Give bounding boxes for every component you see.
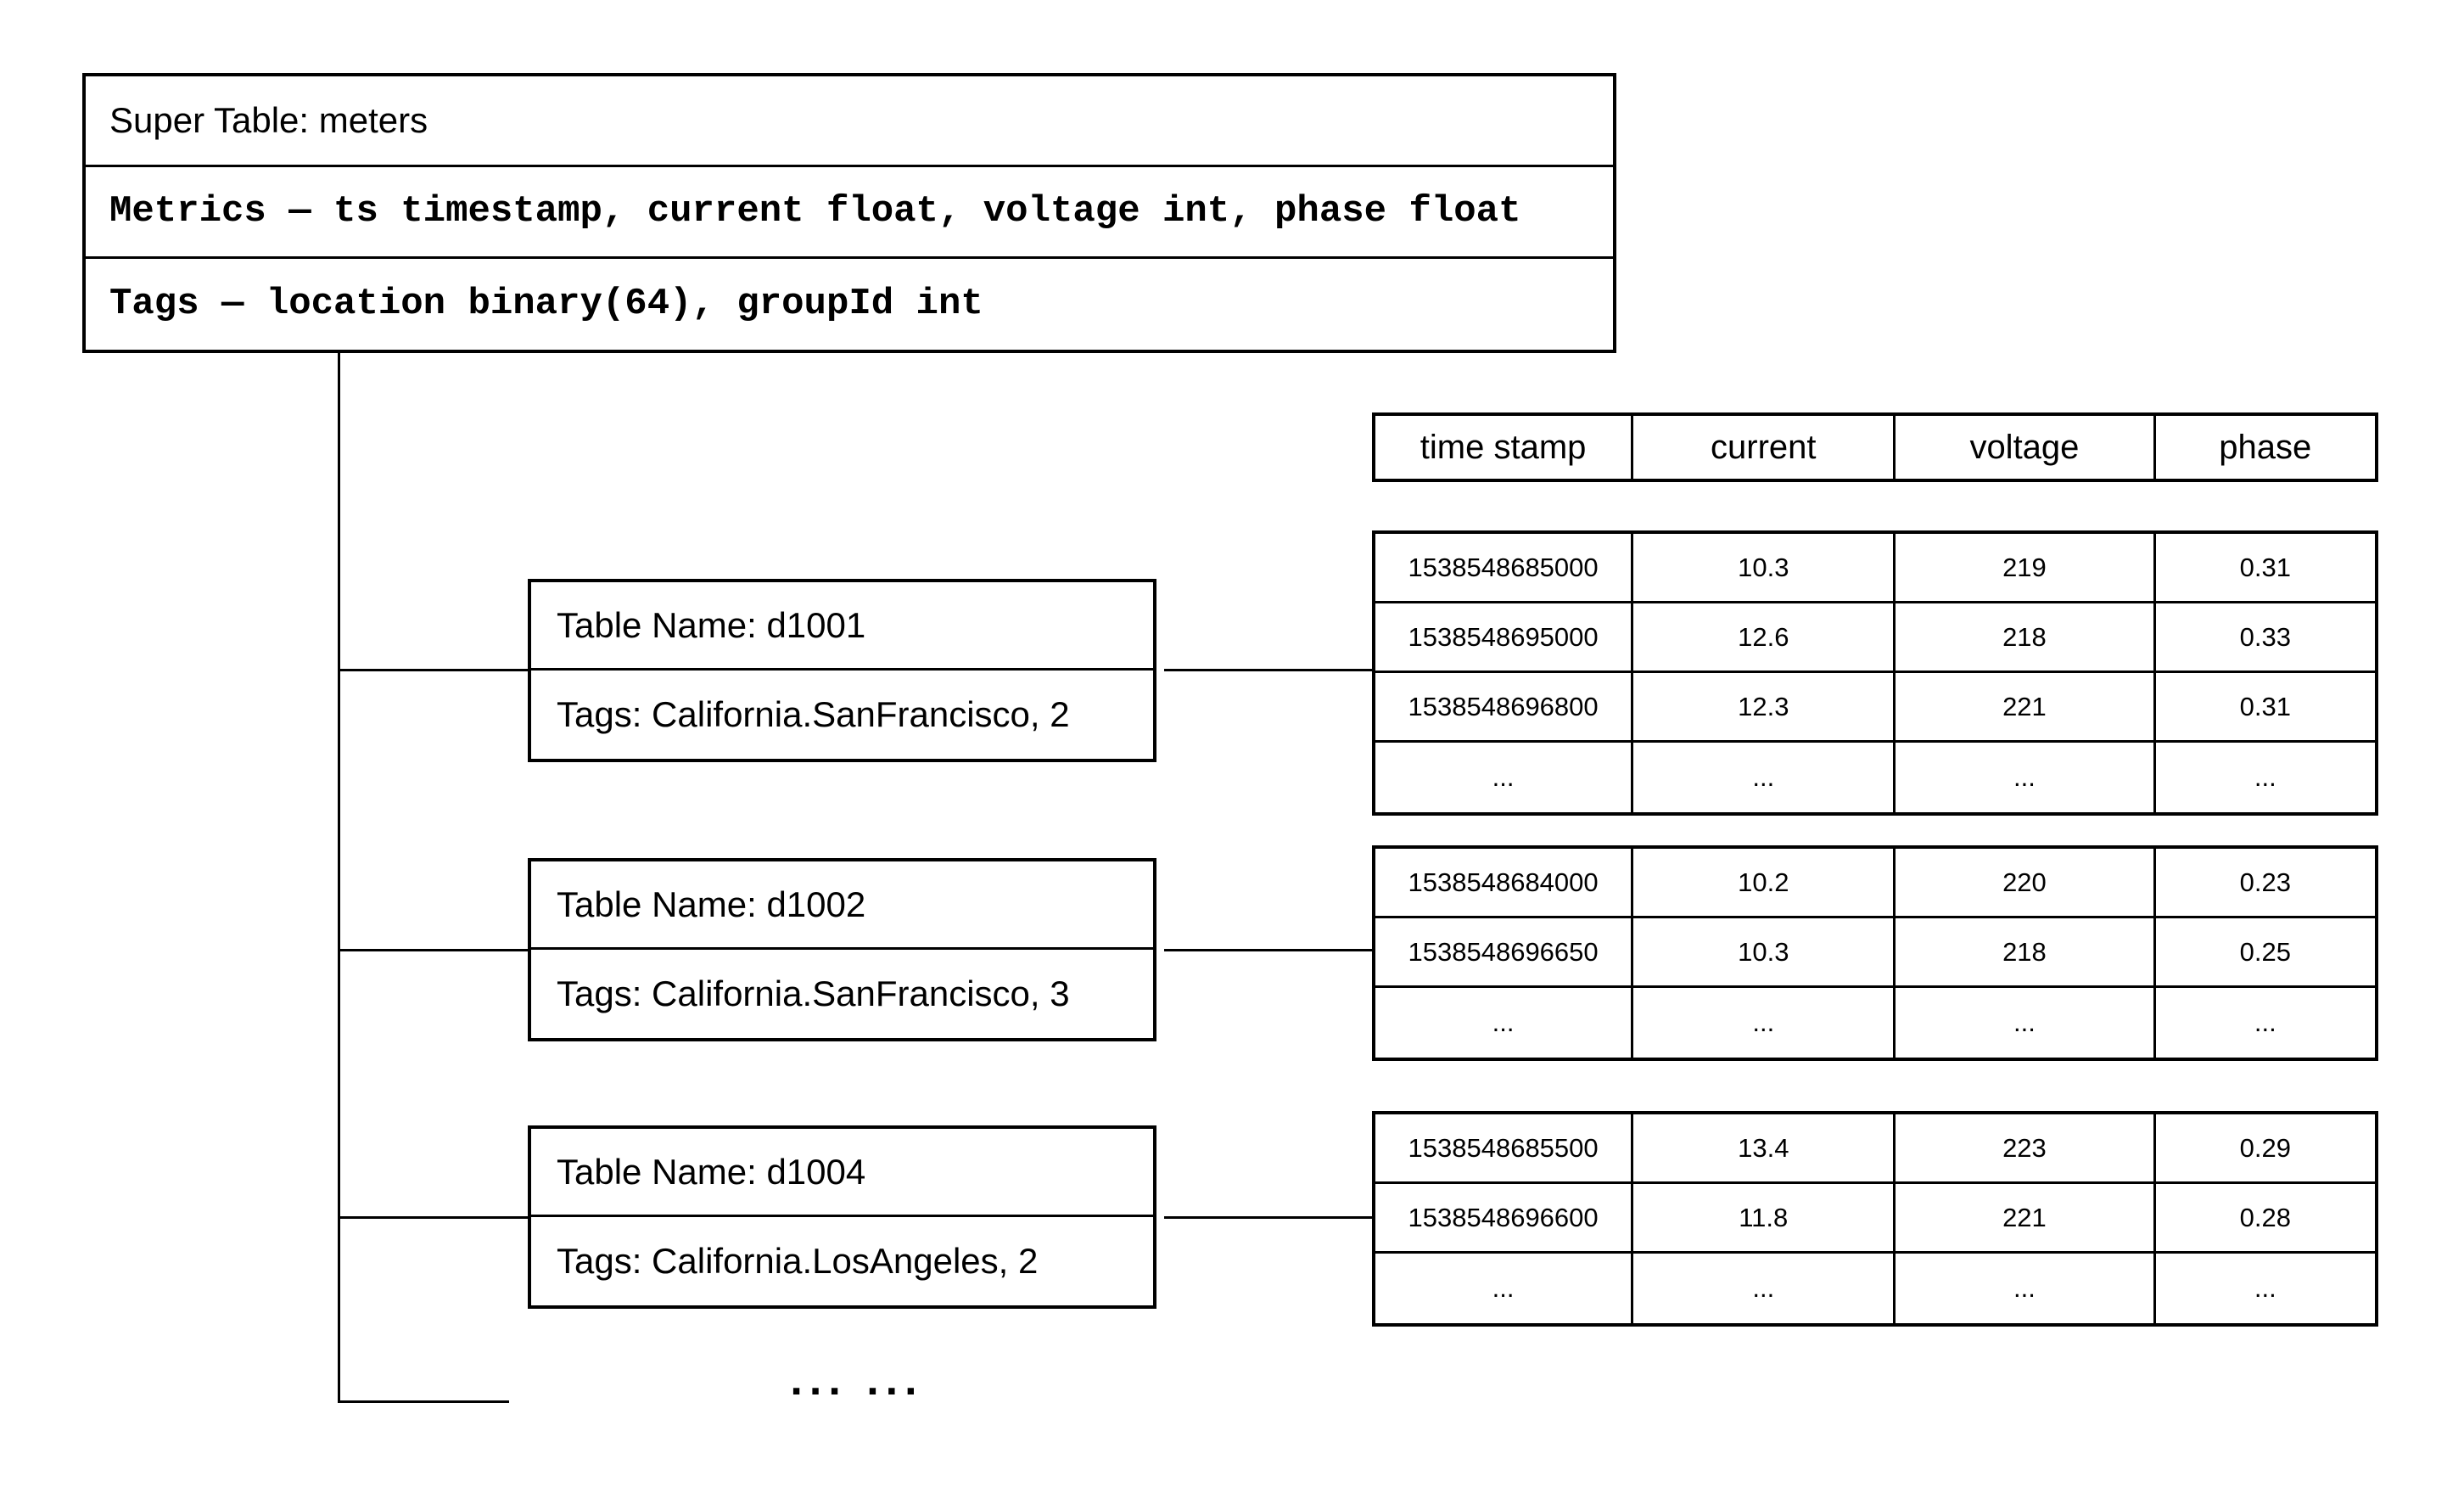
table-cell: 11.8 — [1633, 1184, 1896, 1251]
table-cell: 12.6 — [1633, 603, 1896, 671]
table-cell: 223 — [1896, 1114, 2155, 1181]
table-cell: 12.3 — [1633, 673, 1896, 740]
table-cell: ... — [1896, 1254, 2155, 1323]
table-row — [1375, 988, 2375, 1058]
connector-branch-d1002 — [338, 949, 529, 951]
device-name-label: Table Name: d1001 — [531, 582, 1153, 671]
table-row — [1375, 603, 2375, 673]
table-cell: 218 — [1896, 603, 2155, 671]
table-cell: ... — [1375, 743, 1633, 812]
table-cell: 0.28 — [2239, 1202, 2291, 1232]
table-cell: ... — [1633, 743, 1896, 812]
table-row — [1375, 534, 2375, 603]
table-row — [1375, 1114, 2375, 1184]
table-row — [1375, 673, 2375, 743]
connector-branch-d1001 — [338, 669, 529, 671]
data-table-d1001 — [1372, 530, 2378, 816]
column-header-timestamp: time stamp — [1375, 416, 1633, 479]
data-table-d1004 — [1372, 1111, 2378, 1327]
table-cell: 0.25 — [2239, 936, 2291, 967]
table-row — [1375, 743, 2375, 812]
table-cell: ... — [1375, 988, 1633, 1058]
device-tags-label: Tags: California.LosAngeles, 2 — [557, 1241, 1039, 1281]
table-cell: 10.3 — [1633, 918, 1896, 985]
table-cell: 218 — [1896, 918, 2155, 985]
connector-d1002-to-table — [1164, 949, 1372, 951]
device-box-d1004 — [528, 1125, 1156, 1309]
table-row — [1375, 918, 2375, 988]
table-cell: ... — [2254, 1007, 2276, 1037]
device-tags-label: Tags: California.SanFrancisco, 3 — [557, 974, 1070, 1013]
table-cell: 221 — [1896, 673, 2155, 740]
device-name-label: Table Name: d1002 — [531, 861, 1153, 950]
connector-trunk-line — [338, 353, 340, 1403]
table-cell: 0.23 — [2239, 867, 2291, 897]
table-row — [1375, 1184, 2375, 1254]
super-table-title: Super Table: meters — [86, 76, 1613, 167]
table-cell: 10.3 — [1633, 534, 1896, 601]
super-table-box — [82, 73, 1616, 353]
table-cell: 0.33 — [2239, 621, 2291, 652]
table-cell: ... — [2254, 762, 2276, 792]
table-row — [1375, 849, 2375, 918]
connector-branch-d1004 — [338, 1216, 529, 1219]
table-cell: 1538548695000 — [1375, 603, 1633, 671]
table-cell: 1538548685500 — [1375, 1114, 1633, 1181]
table-cell: 1538548696650 — [1375, 918, 1633, 985]
table-cell: 0.29 — [2239, 1132, 2291, 1163]
data-table-d1002 — [1372, 845, 2378, 1061]
table-cell: 221 — [1896, 1184, 2155, 1251]
data-column-header-table — [1372, 412, 2378, 482]
connector-branch-more — [338, 1400, 509, 1403]
table-cell: ... — [1633, 1254, 1896, 1323]
connector-d1004-to-table — [1164, 1216, 1372, 1219]
table-cell: ... — [2254, 1273, 2276, 1303]
device-tags-label: Tags: California.SanFrancisco, 2 — [557, 694, 1070, 734]
device-box-d1001 — [528, 579, 1156, 762]
table-cell: 1538548696800 — [1375, 673, 1633, 740]
device-box-d1002 — [528, 858, 1156, 1041]
table-cell: 220 — [1896, 849, 2155, 916]
table-cell: 0.31 — [2239, 552, 2291, 582]
table-cell: 13.4 — [1633, 1114, 1896, 1181]
device-name-label: Table Name: d1004 — [531, 1129, 1153, 1217]
column-header-phase: phase — [2219, 428, 2312, 466]
more-tables-ellipsis: ... ... — [790, 1355, 924, 1405]
table-row — [1375, 1254, 2375, 1323]
table-cell: 10.2 — [1633, 849, 1896, 916]
super-table-metrics: Metrics — ts timestamp, current float, voltage int, phase float — [86, 167, 1613, 258]
table-cell: ... — [1633, 988, 1896, 1058]
table-cell: 1538548684000 — [1375, 849, 1633, 916]
table-cell: 219 — [1896, 534, 2155, 601]
super-table-tags: Tags — location binary(64), groupId int — [109, 283, 983, 326]
table-cell: 1538548696600 — [1375, 1184, 1633, 1251]
table-cell: ... — [1896, 988, 2155, 1058]
column-header-current: current — [1633, 416, 1896, 479]
column-header-voltage: voltage — [1896, 416, 2155, 479]
header-row — [1375, 416, 2375, 479]
table-cell: 1538548685000 — [1375, 534, 1633, 601]
table-cell: ... — [1375, 1254, 1633, 1323]
connector-d1001-to-table — [1164, 669, 1372, 671]
table-cell: ... — [1896, 743, 2155, 812]
table-cell: 0.31 — [2239, 691, 2291, 721]
